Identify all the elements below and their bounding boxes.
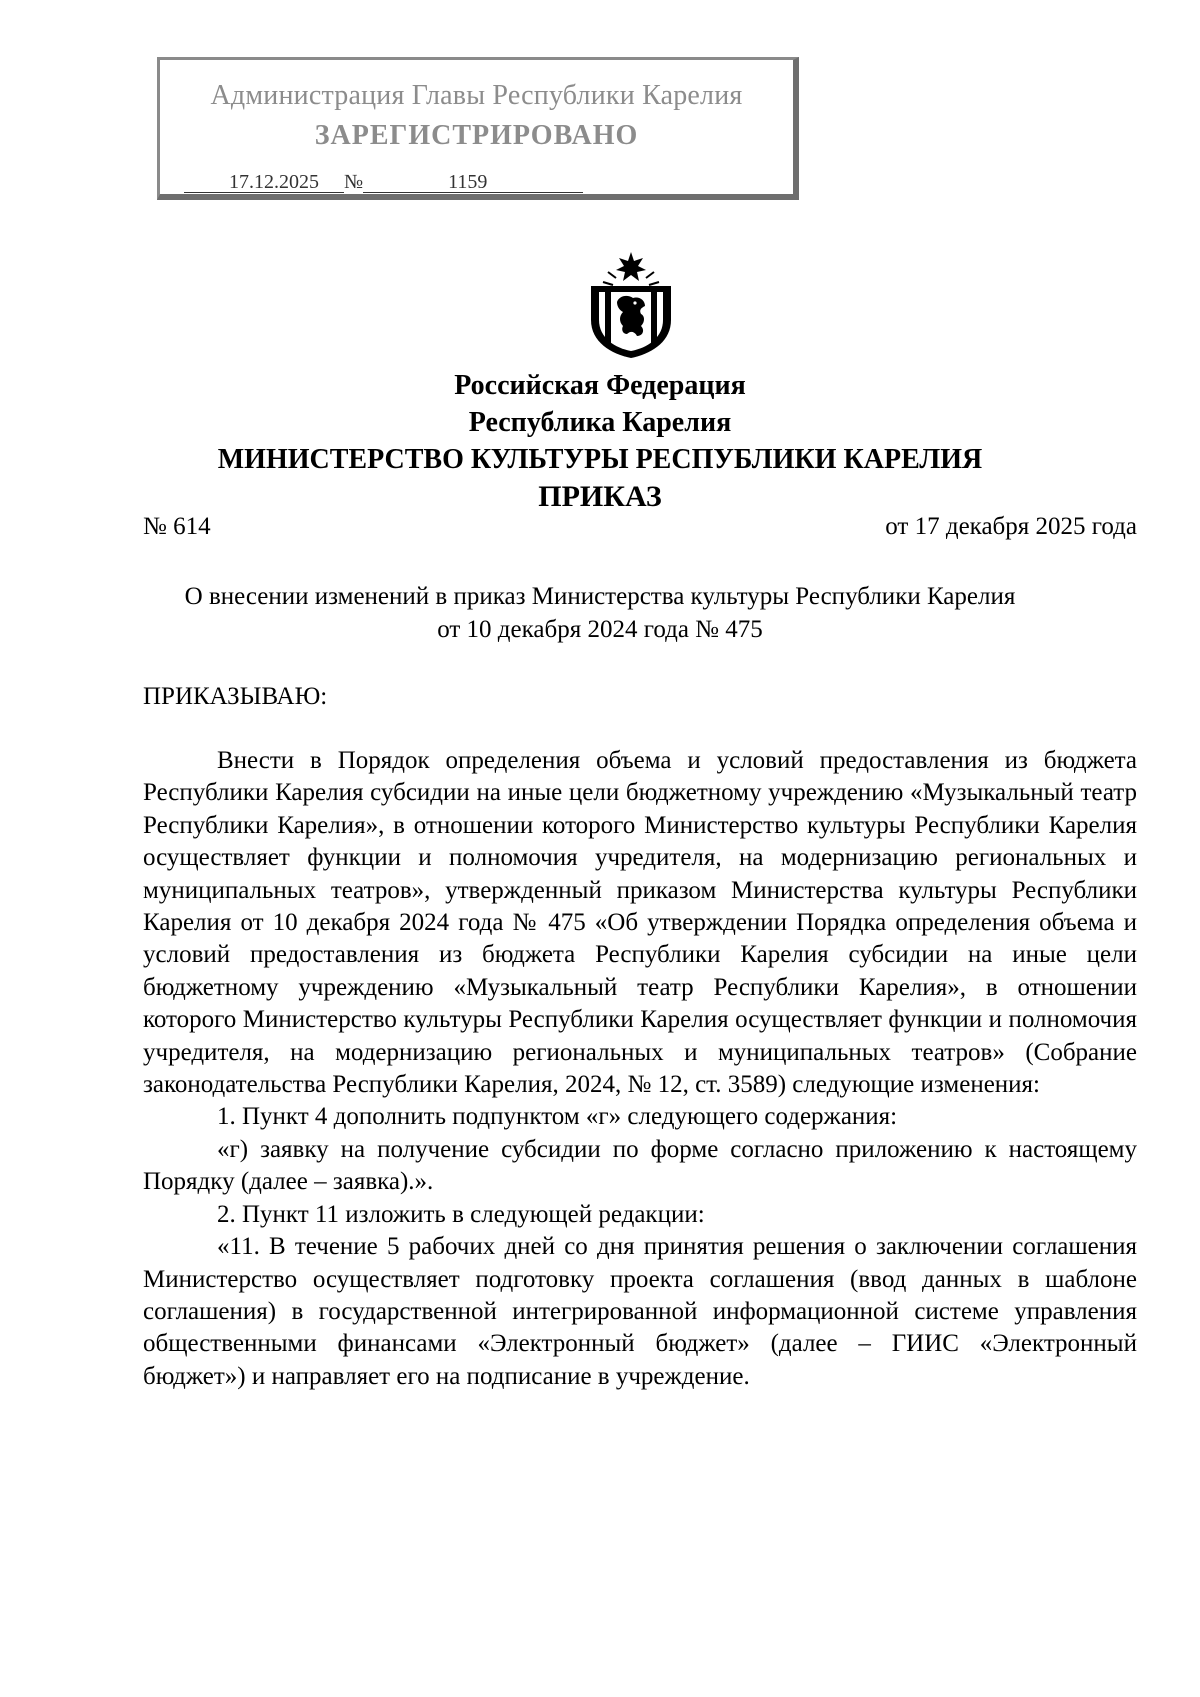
subject-line-1: О внесении изменений в приказ Министерства культуры Республики Карелия [184, 583, 1016, 610]
document-header [0, 367, 1200, 515]
country-title: Российская Федерация [454, 370, 746, 401]
item-1: 1. Пункт 4 дополнить подпунктом «г» следующего содержания: [217, 1103, 898, 1131]
item-1-text: «г) заявку на получение субсидии по форме согласно приложению к настоящему Порядку (далее – заявка).». [143, 1135, 1137, 1196]
stamp-status: ЗАРЕГИСТРИРОВАНО [314, 120, 639, 151]
stamp-authority: Администрация Главы Республики Карелия [210, 80, 743, 111]
stamp-number: 1159 [363, 172, 583, 193]
registration-stamp [157, 57, 799, 200]
order-meta [143, 510, 1137, 544]
order-subject [0, 580, 1200, 646]
order-number: № 614 [143, 513, 211, 540]
order-date: от 17 декабря 2025 года [885, 513, 1137, 540]
stamp-number-sign: № [344, 171, 364, 193]
coat-of-arms-icon [583, 250, 679, 360]
order-body [143, 745, 1137, 1393]
subject-line-2: от 10 декабря 2024 года № 475 [437, 616, 763, 643]
stamp-date: 17.12.2025 [184, 172, 344, 193]
intro-paragraph: Внести в Порядок определения объема и условий предоставления из бюджета Республики Карелия субсидии на иные цели бюджетному учреждению «Музыкальный театр Республики Карелия», в отношении которого Министерство культуры Республики Карелия осуществляет функции и полномочия учредителя, на модернизацию региональных и муниципальных театров», утвержденный приказом Министерства культуры Республики Карелия от 10 декабря 2024 года № 475 «Об утверждении Порядка определения объема и условий предоставления из бюджета Республики Карелия субсидии на иные цели бюджетному учреждению «Музыкальный театр Республики Карелия», в отношении которого Министерство культуры Республики Карелия осуществляет функции и полномочия учредителя, на модернизацию региональных и муниципальных театров» (Собрание законодательства Республики Карелия, 2024, № 12, ст. 3589) следующие изменения: [143, 747, 1137, 1099]
document-type: ПРИКАЗ [538, 480, 662, 513]
ministry-title: МИНИСТЕРСТВО КУЛЬТУРЫ РЕСПУБЛИКИ КАРЕЛИЯ [217, 444, 983, 475]
region-title: Республика Карелия [468, 407, 732, 438]
item-2-text: «11. В течение 5 рабочих дней со дня принятия решения о заключении соглашения Министерство осуществляет подготовку проекта соглашения (ввод данных в шаблоне соглашения) в государственной интегрированной информационной системе управления общественными финансами «Электронный бюджет» (далее – ГИИС «Электронный бюджет») и направляет его на подписание в учреждение. [143, 1233, 1137, 1390]
order-word: ПРИКАЗЫВАЮ: [143, 683, 328, 710]
item-2: 2. Пункт 11 изложить в следующей редакции: [217, 1200, 705, 1228]
stamp-registration-line [184, 171, 583, 194]
